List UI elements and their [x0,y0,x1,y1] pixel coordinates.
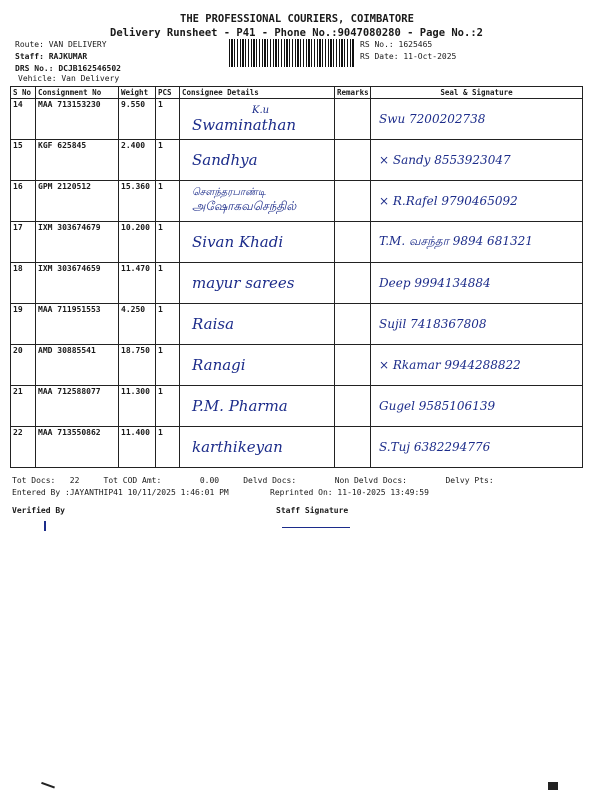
cell-weight: 18.750 [119,345,156,386]
cell-consignment: MAA 712588077 [36,386,119,427]
scan-mark-right [548,782,558,790]
cell-pcs: 1 [156,222,180,263]
cell-signature: × R.Rafel 9790465092 [371,181,583,222]
cell-signature: Sujil 7418367808 [371,304,583,345]
cell-signature: Gugel 9585106139 [371,386,583,427]
cell-pcs: 1 [156,304,180,345]
cell-pcs: 1 [156,263,180,304]
staff-signature-stroke [282,527,350,528]
cell-remarks [335,263,371,304]
verified-mark [44,521,46,531]
table-row [11,181,583,222]
table-row [11,304,583,345]
cell-sno: 17 [11,222,36,263]
cell-remarks [335,304,371,345]
cell-remarks [335,345,371,386]
cell-sno: 22 [11,427,36,468]
consignee-note: K.u [252,104,270,116]
table-row [11,427,583,468]
cell-remarks [335,427,371,468]
consignee-name: P.M. Pharma [192,397,288,415]
table-row [11,99,583,140]
cell-weight: 4.250 [119,304,156,345]
header-title: THE PROFESSIONAL COURIERS, COIMBATORE [180,13,414,25]
cell-consignee [180,181,335,222]
entered-by: Entered By :JAYANTHIP41 10/11/2025 1:46:01 PM [12,488,229,497]
table-row [11,222,583,263]
col-header-pcs: PCS [156,87,180,99]
cell-pcs: 1 [156,99,180,140]
cell-signature: T.M. வசந்தா 9894 681321 [371,222,583,263]
consignee-name: Sandhya [192,151,258,169]
cell-pcs: 1 [156,345,180,386]
table-row [11,345,583,386]
cell-remarks [335,222,371,263]
cell-consignee [180,345,335,386]
cell-signature: Swu 7200202738 [371,99,583,140]
cell-weight: 11.400 [119,427,156,468]
consignee-name: Sivan Khadi [192,233,284,251]
rs-date: RS Date: 11-Oct-2025 [360,52,457,61]
cell-signature: × Rkamar 9944288822 [371,345,583,386]
cell-consignment: MAA 713550862 [36,427,119,468]
consignee-name: Swaminathan [192,115,296,134]
cell-remarks [335,181,371,222]
cell-consignment: KGF 625845 [36,140,119,181]
route: Route: VAN DELIVERY [15,40,107,49]
header-subtitle: Delivery Runsheet - P41 - Phone No.:9047080280 - Page No.:2 [110,27,483,39]
cell-consignee [180,263,335,304]
col-header-consignment: Consignment No [36,87,119,99]
cell-consignee [180,140,335,181]
cell-pcs: 1 [156,427,180,468]
consignee-note: சௌந்தரபாண்டி [192,187,266,198]
cell-sno: 14 [11,99,36,140]
cell-pcs: 1 [156,140,180,181]
cell-consignee [180,386,335,427]
col-header-sno: S No [11,87,36,99]
cell-remarks [335,386,371,427]
col-header-signature: Seal & Signature [371,87,583,99]
cell-weight: 9.550 [119,99,156,140]
scan-mark-left [39,782,55,794]
cell-consignment: MAA 713153230 [36,99,119,140]
reprinted-on: Reprinted On: 11-10-2025 13:49:59 [270,488,429,497]
vehicle: Vehicle: Van Delivery [18,74,120,83]
drs-number: DRS No.: DCJB162546502 [15,64,121,73]
cell-weight: 10.200 [119,222,156,263]
rs-number: RS No.: 1625465 [360,40,433,49]
col-header-remarks: Remarks [335,87,371,99]
staff: Staff: RAJKUMAR [15,52,88,61]
cell-pcs: 1 [156,386,180,427]
cell-signature: S.Tuj 6382294776 [371,427,583,468]
consignee-name: mayur sarees [192,274,295,292]
cell-weight: 15.360 [119,181,156,222]
cell-consignment: AMD 30885541 [36,345,119,386]
col-header-weight: Weight [119,87,156,99]
cell-consignee [180,99,335,140]
barcode [229,39,355,67]
totals-line: Tot Docs: 22 Tot COD Amt: 0.00 Delvd Docs: Non Delvd Docs: Delvy Pts: [12,476,494,485]
cell-signature: Deep 9994134884 [371,263,583,304]
table-row [11,386,583,427]
cell-remarks [335,99,371,140]
verified-by-label: Verified By [12,506,65,515]
cell-consignee [180,304,335,345]
cell-weight: 2.400 [119,140,156,181]
table-header-row [11,87,583,99]
cell-consignment: IXM 303674679 [36,222,119,263]
cell-weight: 11.300 [119,386,156,427]
cell-sno: 21 [11,386,36,427]
consignee-name: அஷோகவசெந்தில் [192,199,297,213]
cell-signature: × Sandy 8553923047 [371,140,583,181]
cell-consignee [180,427,335,468]
cell-consignment: MAA 711951553 [36,304,119,345]
cell-sno: 18 [11,263,36,304]
cell-consignment: IXM 303674659 [36,263,119,304]
cell-consignment: GPM 2120512 [36,181,119,222]
cell-remarks [335,140,371,181]
consignee-name: Raisa [192,315,235,333]
consignee-name: karthikeyan [192,438,283,456]
cell-sno: 15 [11,140,36,181]
table-row [11,140,583,181]
cell-sno: 20 [11,345,36,386]
consignee-name: Ranagi [192,356,246,374]
runsheet-table [10,86,583,468]
cell-weight: 11.470 [119,263,156,304]
col-header-consignee: Consignee Details [180,87,335,99]
cell-sno: 19 [11,304,36,345]
cell-consignee [180,222,335,263]
cell-pcs: 1 [156,181,180,222]
staff-signature-label: Staff Signature [276,506,349,515]
table-row [11,263,583,304]
cell-sno: 16 [11,181,36,222]
